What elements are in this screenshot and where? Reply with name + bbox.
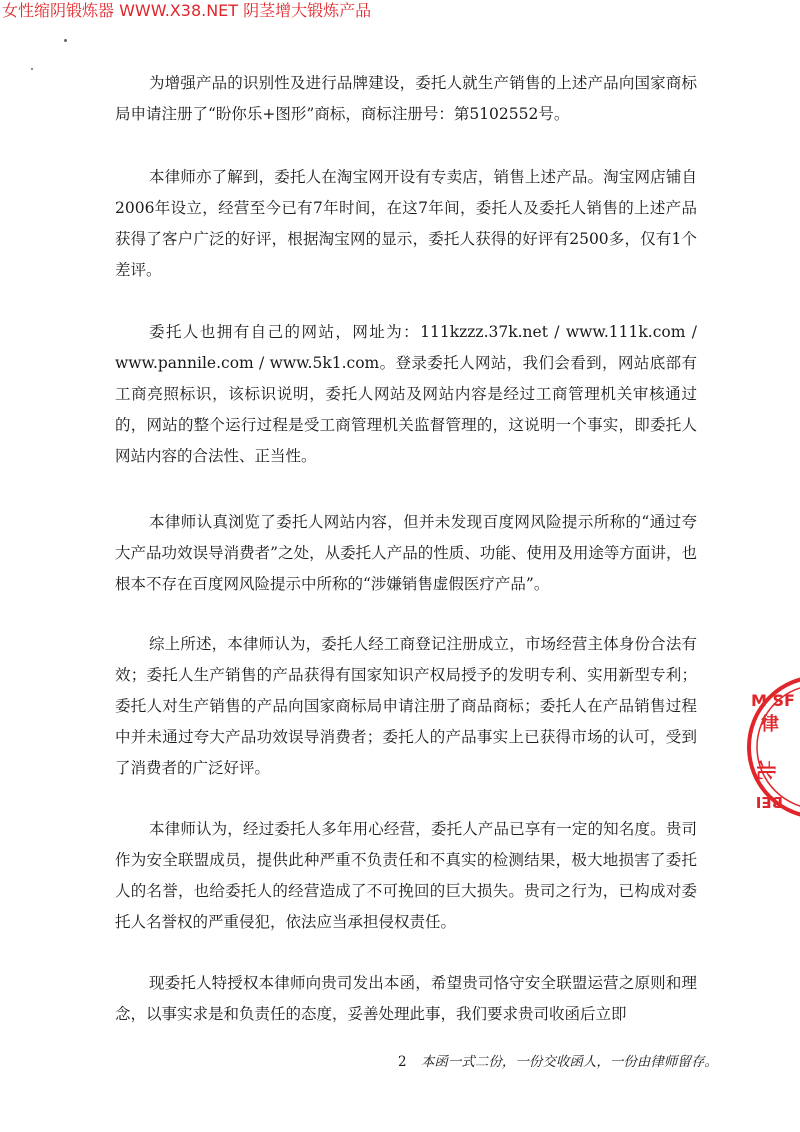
- paragraph-summary: 综上所述，本律师认为，委托人经工商登记注册成立，市场经营主体身份合法有效；委托人生产销售的产品获得有国家知识产权局授予的发明专利、实用新型专利；委托人对生产销售的产品向国家商标局申请注册了商品商标；委托人在产品销售过程中并未通过夸大产品功效误导消费者；委托人的产品事实上已获得市场的认可，受到了消费者的广泛好评。: [115, 635, 697, 777]
- seal-text-top: M SF: [751, 691, 795, 710]
- paragraph-trademark: 为增强产品的识别性及进行品牌建设，委托人就生产销售的上述产品向国家商标局申请注册了“盼你乐+图形”商标，商标注册号：第5102552号。: [115, 74, 697, 123]
- law-firm-seal: [741, 672, 800, 822]
- seal-text-mid: 律: [761, 714, 779, 735]
- seal-text-bottom: BEI: [755, 793, 783, 811]
- paragraph-request: 现委托人特授权本律师向贵司发出本函，希望贵司恪守安全联盟运营之原则和理念，以事实求是和负责任的态度，妥善处理此事，我们要求贵司收函后立即: [115, 974, 697, 1023]
- paragraph-website: 委托人也拥有自己的网站，网址为：111kzzz.37k.net / www.111k.com / www.pannile.com / www.5k1.com。登录委托人网站，我们会看到，网站底部有工商亮照标识，该标识说明，委托人网站及网站内容是经过工商管理机关审核通过的，网站的整个运行过程是受工商管理机关监督管理的，这说明一个事实，即委托人网站内容的合法性、正当性。: [115, 323, 697, 465]
- paragraph-taobao-store: 本律师亦了解到，委托人在淘宝网开设有专卖店，销售上述产品。淘宝网店铺自2006年设立，经营至今已有7年时间，在这7年间，委托人及委托人销售的上述产品获得了客户广泛的好评，根据淘宝网的显示，委托人获得的好评有2500多，仅有1个差评。: [115, 168, 697, 279]
- watermark-text: 女性缩阴锻炼器 WWW.X38.NET 阴茎增大锻炼产品: [2, 1, 372, 20]
- paragraph-baidu-warning: 本律师认真浏览了委托人网站内容，但并未发现百度网风险提示所称的“通过夸大产品功效误导消费者”之处，从委托人产品的性质、功能、使用及用途等方面讲，也根本不存在百度网风险提示中所称的“涉嫌销售虚假医疗产品”。: [115, 513, 697, 593]
- paragraph-infringement: 本律师认为，经过委托人多年用心经营，委托人产品已享有一定的知名度。贵司作为安全联盟成员，提供此种严重不负责任和不真实的检测结果，极大地损害了委托人的名誉，也给委托人的经营造成了不可挽回的巨大损失。贵司之行为，已构成对委托人名誉权的严重侵犯，依法应当承担侵权责任。: [115, 820, 697, 931]
- scan-speck: [31, 68, 33, 70]
- scan-speck: [64, 39, 67, 42]
- page-number: 2: [398, 1054, 407, 1070]
- page-footer: [398, 1050, 718, 1070]
- footer-note: 本函一式二份，一份交收函人，一份由律师留存。: [420, 1054, 718, 1070]
- seal-text-low: 北: [754, 760, 778, 780]
